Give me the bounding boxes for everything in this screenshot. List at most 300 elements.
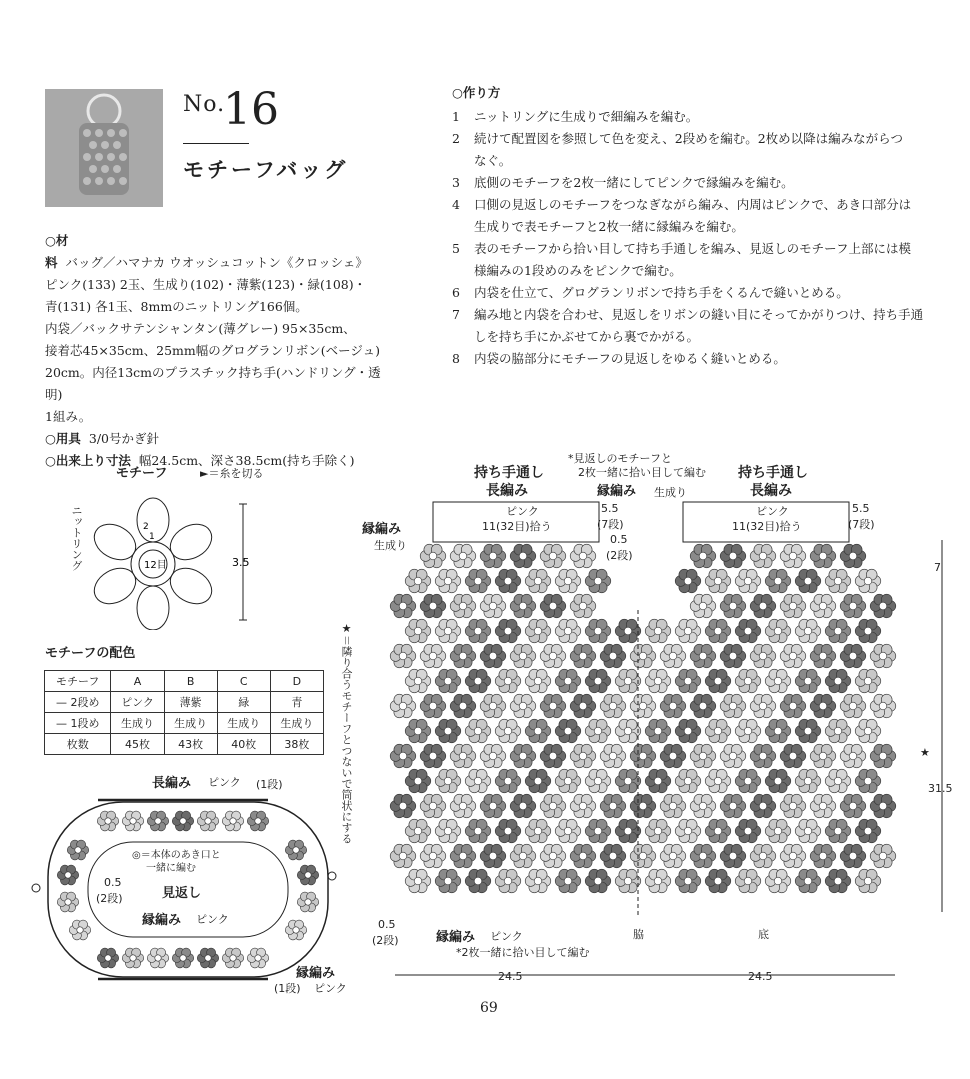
motif-flower [705, 869, 731, 893]
page-number: 69 [480, 1000, 498, 1016]
motif-flower [720, 644, 746, 668]
motif-flower [450, 544, 476, 568]
motif-flower [660, 744, 686, 768]
materials-line-2: ピンク(133) 2玉、生成り(102)・薄紫(123)・緑(108)・ [45, 277, 367, 292]
body-motifs [390, 544, 896, 893]
motif-flower [67, 840, 88, 860]
motif-flower [510, 694, 536, 718]
handle-label-1b: 持ち手通し [738, 465, 808, 481]
motif-flower [465, 669, 491, 693]
motif-flower [780, 794, 806, 818]
motif-flower [840, 744, 866, 768]
motif-flower [600, 744, 626, 768]
motif-flower [825, 869, 851, 893]
motif-dim: 3.5 [232, 556, 250, 569]
motif-flower [630, 644, 656, 668]
motif-flower [450, 844, 476, 868]
motif-flower [780, 544, 806, 568]
width-1: 24.5 [498, 970, 523, 983]
note-top-1: *見返しのモチーフと [568, 452, 672, 465]
table-row: — 2段め ピンク 薄紫 緑 青 [45, 692, 324, 713]
motif-flower [525, 819, 551, 843]
table-row: — 1段め 生成り 生成り 生成り 生成り [45, 713, 324, 734]
bottom-note: *2枚一緒に拾い目して編む [456, 946, 590, 959]
motif-flower [825, 619, 851, 643]
motif-flower [720, 844, 746, 868]
motif-flower [855, 669, 881, 693]
motif-flower [615, 819, 641, 843]
motif-flower [810, 794, 836, 818]
motif-flower [840, 844, 866, 868]
pattern-number: 16 [223, 84, 279, 135]
facing-side-rows: (2段) [96, 892, 123, 905]
motif-flower [810, 844, 836, 868]
dim-31-5: 31.5 [928, 782, 953, 795]
motif-center: 12目 [144, 560, 167, 571]
motif-flower [435, 669, 461, 693]
step-8: 8 内袋の脇部分にモチーフの見返しをゆるく縫いとめる。 [452, 351, 786, 366]
motif-flower [735, 869, 761, 893]
motif-flower [690, 594, 716, 618]
motif-flower [615, 719, 641, 743]
motif-flower [480, 794, 506, 818]
motif-flower [705, 819, 731, 843]
note-top-2: 2枚一緒に拾い目して編む [578, 466, 706, 479]
motif-flower [285, 920, 306, 940]
motif-flower [525, 569, 551, 593]
motif-flower [555, 569, 581, 593]
motif-flower [750, 794, 776, 818]
motif-flower [247, 948, 268, 968]
step-4: 4 口側の見返しのモチーフをつなぎながら編み、内周はピンクで、あき口部分は 生成りで表モチーフと2枚一緒に縁編みを編む。 [452, 197, 912, 234]
motif-flower [405, 569, 431, 593]
motif-flower [197, 811, 218, 831]
top-edge-color: 生成り [654, 486, 687, 499]
motif-flower [555, 619, 581, 643]
motif-flower [420, 644, 446, 668]
motif-diagram [60, 480, 280, 630]
motif-flower [540, 644, 566, 668]
width-2: 24.5 [748, 970, 773, 983]
motif-flower [480, 744, 506, 768]
star-mark: ★ [920, 746, 930, 759]
motif-flower [495, 769, 521, 793]
motif-flower [555, 819, 581, 843]
handle-rows: (7段) [597, 518, 624, 531]
motif-flower [420, 594, 446, 618]
motif-flower [750, 644, 776, 668]
motif-flower [615, 669, 641, 693]
motif-flower [570, 794, 596, 818]
handle-label-2b: 長編み [750, 483, 792, 499]
motif-flower [765, 719, 791, 743]
motif-flower [705, 769, 731, 793]
color-table [44, 670, 324, 755]
motif-flower [435, 819, 461, 843]
motif-flower [810, 594, 836, 618]
motif-flower [630, 744, 656, 768]
motif-flower [197, 948, 218, 968]
tools-head: ○用具 [45, 431, 81, 446]
motif-flower [222, 948, 243, 968]
edge-color: 生成り [374, 539, 407, 552]
motif-flower [585, 719, 611, 743]
motif-flower [420, 744, 446, 768]
facing-bottom-label: 縁編み [296, 966, 336, 981]
motif-flower [735, 569, 761, 593]
motif-flower [630, 794, 656, 818]
motif-flower [690, 644, 716, 668]
handle-color-b: ピンク [756, 505, 789, 518]
motif-flower [405, 619, 431, 643]
motif-flower [645, 769, 671, 793]
motif-flower [630, 844, 656, 868]
motif-flower [630, 694, 656, 718]
motif-legend: ►＝糸を切る [200, 467, 264, 480]
motif-flower [450, 644, 476, 668]
motif-flower [765, 669, 791, 693]
pattern-no-label: No. [183, 92, 226, 117]
motif-flower [675, 819, 701, 843]
motif-flower [780, 844, 806, 868]
facing-top-label: 長編み [152, 776, 192, 791]
motif-flower [855, 869, 881, 893]
motif-flower [510, 744, 536, 768]
motif-flower [825, 819, 851, 843]
motif-flower [435, 619, 461, 643]
step-1: 1 ニットリングに生成りで細編みを編む。 [452, 109, 699, 124]
motif-flower [735, 619, 761, 643]
motif-flower [525, 719, 551, 743]
materials-line-7: 1組み。 [45, 409, 92, 424]
motif-flower [855, 819, 881, 843]
step-2: 2 続けて配置図を参照して色を変え、2段めを編む。2枚め以降は編みながらつ なぐ。 [452, 131, 904, 168]
handle-label-2: 長編み [486, 483, 528, 499]
facing-inner-color: ピンク [196, 913, 229, 926]
motif-flower [495, 619, 521, 643]
materials-line-3: 青(131) 各1玉、8mmのニットリング166個。 [45, 299, 308, 314]
motif-flower [540, 544, 566, 568]
motif-flower [825, 569, 851, 593]
facing-side-dim: 0.5 [104, 876, 122, 889]
motif-flower [570, 844, 596, 868]
step-3: 3 底側のモチーフを2枚一緒にしてピンクで縁編みを編む。 [452, 175, 794, 190]
motif-flower [510, 544, 536, 568]
edge-dim: 0.5 [610, 533, 628, 546]
motif-flower [615, 869, 641, 893]
motif-flower [480, 844, 506, 868]
motif-flower [122, 948, 143, 968]
motif-flower [645, 719, 671, 743]
instructions-head: ○作り方 [452, 85, 501, 100]
motif-flower [570, 544, 596, 568]
materials-head: ○材料 [45, 233, 69, 270]
motif-flower [555, 769, 581, 793]
motif-flower [585, 569, 611, 593]
motif-flower [825, 719, 851, 743]
motif-flower [525, 869, 551, 893]
motif-flower [405, 819, 431, 843]
motif-flower [540, 744, 566, 768]
base-label: 底 [758, 928, 769, 941]
star-note: ★＝隣り合うモチーフとつないで筒状にする [340, 622, 353, 844]
step-5: 5 表のモチーフから拾い目して持ち手通しを編み、見返しのモチーフ上部には模 様編みの1段めのみをピンクで編む。 [452, 241, 912, 278]
bottom-edge-dim: 0.5 [378, 918, 396, 931]
motif-flower [750, 694, 776, 718]
motif-flower [750, 544, 776, 568]
motif-flower [585, 619, 611, 643]
motif-flower [540, 794, 566, 818]
motif-flower [600, 844, 626, 868]
motif-flower [615, 769, 641, 793]
motif-flower [420, 544, 446, 568]
materials-line-1: ○材料 バッグ／ハマナカ ウオッシュコットン《クロッシェ》 [45, 233, 368, 270]
motif-flower [765, 569, 791, 593]
motif-flower [735, 669, 761, 693]
motif-flower [285, 840, 306, 860]
motif-ring-label: ニットリング [70, 505, 83, 571]
motif-flower [405, 719, 431, 743]
motif-flower [172, 948, 193, 968]
motif-flower [840, 594, 866, 618]
motif-flower [645, 869, 671, 893]
motif-flower [600, 644, 626, 668]
handle-color: ピンク [506, 505, 539, 518]
color-table-title: モチーフの配色 [45, 646, 136, 661]
motif-flower [810, 644, 836, 668]
motif-flower [555, 719, 581, 743]
motif-flower [870, 844, 896, 868]
motif-flower [97, 811, 118, 831]
motif-flower [510, 844, 536, 868]
motif-flower [720, 544, 746, 568]
motif-flower [570, 744, 596, 768]
handle-pick: 11(32目)拾う [482, 520, 552, 533]
motif-flower [495, 719, 521, 743]
motif-flower [585, 769, 611, 793]
instructions-section [452, 82, 952, 370]
handle-dim-b: 5.5 [852, 502, 870, 515]
motif-flower [510, 644, 536, 668]
handle-pick-b: 11(32目)拾う [732, 520, 802, 533]
motif-flower [480, 544, 506, 568]
motif-row1: 1 [149, 532, 155, 542]
motif-flower [465, 769, 491, 793]
edge-rows: (2段) [606, 549, 633, 562]
motif-flower [675, 719, 701, 743]
motif-flower [780, 744, 806, 768]
motif-flower [780, 694, 806, 718]
motif-flower [390, 694, 416, 718]
motif-flower [525, 619, 551, 643]
motif-flower [870, 694, 896, 718]
motif-flower [570, 694, 596, 718]
motif-flower [390, 744, 416, 768]
motif-flower [675, 769, 701, 793]
motif-flower [555, 669, 581, 693]
step-7: 7 編み地と内袋を合わせ、見返しをリボンの縫い目にそってかがりつけ、持ち手通 しを持ち手にかぶせてから裏でかがる。 [452, 307, 924, 344]
motif-flower [690, 694, 716, 718]
motif-flower [810, 694, 836, 718]
materials-line-4: 内袋／バックサテンシャンタン(薄グレー) 95×35cm、 [45, 321, 356, 336]
materials-section [45, 230, 390, 472]
motif-flower [840, 794, 866, 818]
motif-flower [810, 544, 836, 568]
dim-7: 7 [934, 561, 941, 574]
motif-flower [495, 569, 521, 593]
motif-flower [750, 844, 776, 868]
motif-flower [450, 694, 476, 718]
motif-flower [172, 811, 193, 831]
motif-flower [297, 865, 318, 885]
motif-flower [810, 744, 836, 768]
materials-line-6: 20cm。内径13cmのプラスチック持ち手(ハンドリング・透明) [45, 365, 381, 402]
motif-flower [735, 769, 761, 793]
motif-flower [705, 719, 731, 743]
facing-top-color: ピンク [208, 776, 241, 789]
motif-flower [765, 819, 791, 843]
motif-flower [390, 844, 416, 868]
motif-flower [147, 811, 168, 831]
tools-line: ○用具 3/0号かぎ針 [45, 431, 159, 446]
motif-flower [420, 844, 446, 868]
motif-title: モチーフ [116, 466, 168, 481]
facing-inner-label: 縁編み [142, 913, 182, 928]
motif-flower [855, 719, 881, 743]
motif-flower [465, 819, 491, 843]
motif-flower [57, 892, 78, 912]
motif-flower [600, 794, 626, 818]
facing-center: 見返し [162, 886, 202, 901]
pattern-title: モチーフバッグ [183, 158, 349, 182]
motif-flower [69, 920, 90, 940]
materials-line-5: 接着芯45×35cm、25mm幅のグログランリボン(ベージュ) [45, 343, 381, 358]
motif-flower [390, 594, 416, 618]
motif-flower [540, 844, 566, 868]
motif-flower [795, 819, 821, 843]
motif-flower [795, 719, 821, 743]
motif-flower [735, 719, 761, 743]
size-head: ○出来上り寸法 [45, 453, 131, 468]
motif-flower [435, 769, 461, 793]
facing-note-2: 一緒に編む [146, 863, 196, 874]
motif-flower [795, 569, 821, 593]
motif-flower [735, 819, 761, 843]
motif-flower [660, 644, 686, 668]
motif-flower [540, 594, 566, 618]
motif-flower [222, 811, 243, 831]
motif-flower [675, 569, 701, 593]
motif-flower [720, 694, 746, 718]
motif-flower [495, 669, 521, 693]
motif-flower [585, 819, 611, 843]
motif-flower [465, 719, 491, 743]
motif-flower [405, 869, 431, 893]
motif-flower [705, 569, 731, 593]
motif-flower [525, 769, 551, 793]
motif-flower [870, 644, 896, 668]
motif-flower [450, 594, 476, 618]
title-rule [183, 143, 249, 144]
facing-top-row: (1段) [256, 778, 283, 791]
motif-flower [780, 594, 806, 618]
motif-flower [675, 669, 701, 693]
motif-flower [840, 644, 866, 668]
motif-flower [480, 594, 506, 618]
motif-flower [765, 619, 791, 643]
motif-flower [750, 594, 776, 618]
motif-flower [675, 869, 701, 893]
motif-flower [690, 844, 716, 868]
motif-flower [480, 694, 506, 718]
motif-flower [660, 694, 686, 718]
motif-flower [825, 669, 851, 693]
motif-flower [465, 869, 491, 893]
motif-flower [570, 594, 596, 618]
facing-bottom-row: (1段) [274, 982, 301, 995]
motif-flower [690, 544, 716, 568]
motif-flower [390, 644, 416, 668]
motif-flower [495, 869, 521, 893]
motif-flower [795, 769, 821, 793]
motif-flower [720, 794, 746, 818]
top-edge-label: 縁編み [597, 484, 637, 499]
motif-flower [570, 644, 596, 668]
motif-flower [705, 619, 731, 643]
motif-flower [510, 594, 536, 618]
motif-flower [645, 619, 671, 643]
motif-flower [825, 769, 851, 793]
motif-flower [750, 744, 776, 768]
table-row: 枚数 45枚 43枚 40枚 38枚 [45, 734, 324, 755]
motif-flower [297, 892, 318, 912]
motif-flower [147, 948, 168, 968]
motif-flower [435, 719, 461, 743]
motif-flower [555, 869, 581, 893]
facing-note-1: ◎＝本体のあき口と [132, 850, 221, 861]
side-label: 脇 [633, 928, 644, 941]
motif-flower [660, 794, 686, 818]
motif-flower [870, 794, 896, 818]
handle-dim: 5.5 [601, 502, 619, 515]
motif-flower [97, 948, 118, 968]
motif-flower [585, 669, 611, 693]
edge-label: 縁編み [362, 522, 402, 537]
motif-flower [795, 619, 821, 643]
motif-flower [465, 569, 491, 593]
motif-flower [765, 769, 791, 793]
motif-flower [690, 794, 716, 818]
bottom-edge-label: 縁編み [436, 930, 476, 945]
motif-flower [435, 569, 461, 593]
motif-flower [855, 769, 881, 793]
bottom-edge-color: ピンク [490, 930, 523, 943]
step-6: 6 内袋を仕立て、グログランリボンで持ち手をくるんで縫いとめる。 [452, 285, 849, 300]
motif-flower [450, 744, 476, 768]
motif-flower [390, 794, 416, 818]
motif-flower [585, 869, 611, 893]
body-diagram [355, 480, 955, 1000]
table-row: モチーフ A B C D [45, 671, 324, 692]
motif-flower [510, 794, 536, 818]
motif-flower [660, 844, 686, 868]
motif-flower [57, 865, 78, 885]
motif-flower [480, 644, 506, 668]
bottom-edge-rows: (2段) [372, 934, 399, 947]
motif-flower [450, 794, 476, 818]
motif-flower [600, 694, 626, 718]
motif-flower [122, 811, 143, 831]
